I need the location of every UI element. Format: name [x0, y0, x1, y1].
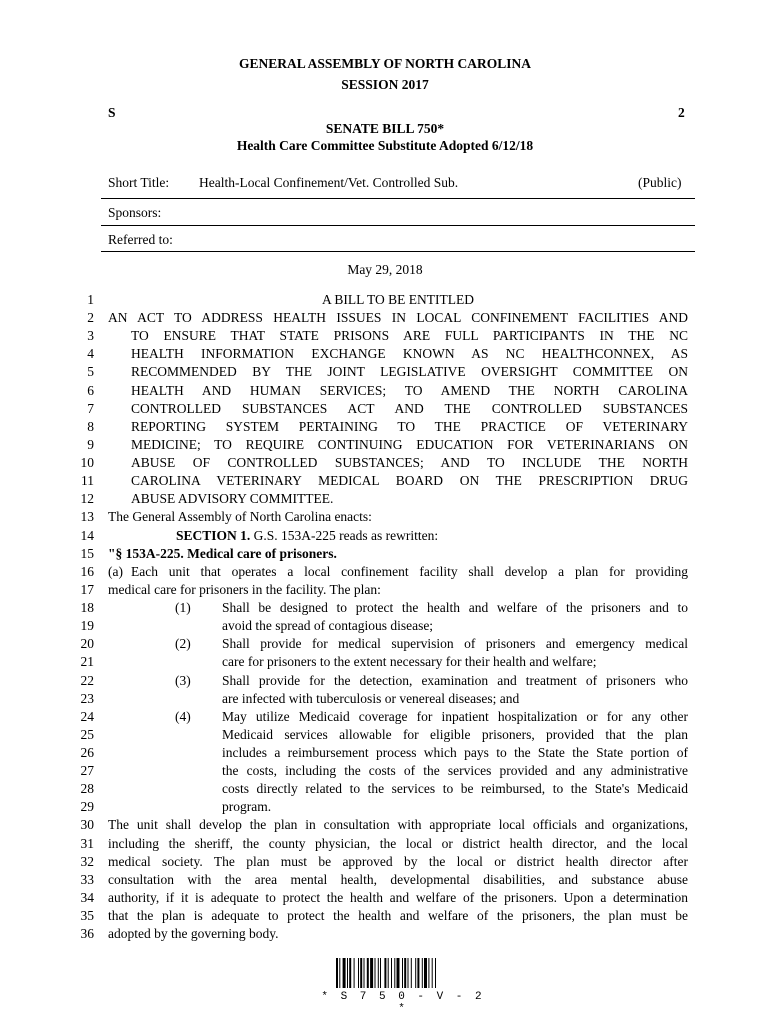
line-text: HEALTH INFORMATION EXCHANGE KNOWN AS NC HEALTHCONNEX, AS	[131, 346, 688, 362]
referred-label: Referred to:	[108, 232, 173, 247]
line-number: 10	[80, 455, 94, 471]
bill-line	[108, 817, 688, 833]
line-number: 17	[80, 581, 94, 597]
line-number: 34	[80, 889, 94, 905]
line-number: 29	[80, 799, 94, 815]
line-text: consultation with the area mental health, developmental disabilities, and substance abuse	[108, 871, 688, 887]
bill-line	[176, 528, 688, 544]
line-text: includes a reimbursement process which pays to the State the State portion of	[222, 745, 688, 760]
bill-line	[175, 708, 688, 725]
line-text: REPORTING SYSTEM PERTAINING TO THE PRACTICE OF VETERINARY	[131, 418, 688, 434]
subsection-label: (a)	[108, 563, 123, 579]
line-number: 4	[87, 346, 94, 362]
bill-line	[108, 890, 688, 906]
bill-line	[222, 781, 688, 797]
bill-line	[108, 926, 688, 942]
assembly-title: GENERAL ASSEMBLY OF NORTH CAROLINA	[238, 56, 532, 71]
line-number: 15	[80, 545, 94, 561]
bill-line	[108, 546, 688, 562]
line-text: A BILL TO BE ENTITLED	[322, 292, 474, 307]
line-text: medical care for prisoners in the facility. The plan:	[108, 581, 381, 597]
public-label: (Public)	[638, 175, 682, 190]
bill-line	[131, 401, 688, 417]
line-number: 33	[80, 871, 94, 887]
bill-line	[131, 473, 688, 489]
line-text: care for prisoners to the extent necessary for their health and welfare;	[222, 654, 597, 670]
bill-line	[131, 346, 688, 362]
line-number: 21	[80, 654, 94, 670]
divider	[101, 251, 695, 252]
line-text: RECOMMENDED BY THE JOINT LEGISLATIVE OVERSIGHT COMMITTEE ON	[131, 364, 688, 380]
bill-line	[131, 491, 688, 507]
bill-line	[175, 600, 688, 616]
bill-line	[131, 383, 688, 399]
line-number: 8	[87, 418, 94, 434]
line-text: Shall be designed to protect the health and welfare of the prisoners and to	[222, 600, 688, 616]
line-number: 24	[80, 708, 94, 724]
bill-line	[108, 854, 688, 870]
bill-line	[222, 799, 688, 815]
bill-line	[108, 908, 688, 924]
bill-line	[222, 727, 688, 743]
line-text: costs directly related to the services to be reimbursed, to the State's Medicaid	[222, 781, 688, 797]
line-text: medical society. The plan must be approved by the local or district health director after	[108, 853, 688, 869]
session-title: SESSION 2017	[341, 77, 429, 92]
line-text: "§ 153A-225. Medical care of prisoners.	[108, 545, 337, 561]
line-number: 13	[80, 509, 94, 525]
line-number: 23	[80, 690, 94, 706]
line-number: 14	[80, 527, 94, 543]
line-number: 22	[80, 672, 94, 688]
line-text: The unit shall develop the plan in consultation with appropriate local officials and organizations,	[108, 817, 688, 833]
line-text: Shall provide for medical supervision of prisoners and emergency medical	[222, 636, 688, 652]
line-text: ABUSE OF CONTROLLED SUBSTANCES; AND TO INCLUDE THE NORTH	[131, 455, 688, 471]
bill-line	[108, 872, 688, 888]
line-number: 19	[80, 618, 94, 634]
bill-line	[108, 563, 688, 580]
barcode-text: * S 7 5 0 - V - 2 *	[321, 991, 485, 1015]
bill-line	[131, 328, 688, 344]
line-number: 35	[80, 908, 94, 924]
bill-line	[222, 763, 688, 779]
bill-line	[108, 509, 688, 525]
line-number: 2	[87, 310, 94, 326]
bill-line	[175, 672, 688, 689]
line-text: TO ENSURE THAT STATE PRISONS ARE FULL PARTICIPANTS IN THE NC	[131, 328, 688, 344]
bill-line	[131, 437, 688, 453]
short-title: Health-Local Confinement/Vet. Controlled Sub.	[199, 175, 459, 190]
line-number: 31	[80, 835, 94, 851]
bill-line	[108, 582, 688, 598]
line-text: including the sheriff, the county physician, the local or district health director, and the local	[108, 835, 688, 851]
section-heading: SECTION 1.	[176, 527, 251, 543]
line-number: 18	[80, 600, 94, 616]
line-number: 9	[87, 436, 94, 452]
line-number: 1	[87, 292, 94, 307]
line-number: 36	[80, 926, 94, 942]
substitute-line: Health Care Committee Substitute Adopted 6/12/18	[236, 138, 534, 153]
line-number: 26	[80, 745, 94, 760]
bill-line	[131, 364, 688, 380]
line-number: 11	[81, 473, 94, 489]
line-number: 32	[80, 853, 94, 869]
bill-date: May 29, 2018	[347, 262, 423, 277]
line-text: G.S. 153A-225 reads as rewritten:	[253, 527, 439, 543]
line-text: are infected with tuberculosis or venereal diseases; and	[222, 690, 520, 706]
line-number: 5	[87, 364, 94, 380]
line-text: adopted by the governing body.	[108, 926, 279, 942]
line-text: ABUSE ADVISORY COMMITTEE.	[131, 491, 334, 507]
line-text: The General Assembly of North Carolina enacts:	[108, 509, 372, 525]
line-text: MEDICINE; TO REQUIRE CONTINUING EDUCATION FOR VETERINARIANS ON	[131, 436, 688, 452]
line-number: 20	[80, 636, 94, 652]
line-text: CONTROLLED SUBSTANCES ACT AND THE CONTROLLED SUBSTANCES	[131, 400, 688, 416]
bill-line	[108, 310, 688, 326]
line-text: CAROLINA VETERINARY MEDICAL BOARD ON THE PRESCRIPTION DRUG	[131, 473, 688, 489]
line-number: 16	[80, 563, 94, 579]
bill-line	[222, 618, 688, 634]
divider	[101, 198, 695, 199]
line-text: AN ACT TO ADDRESS HEALTH ISSUES IN LOCAL CONFINEMENT FACILITIES AND	[108, 310, 688, 326]
chamber-letter: S	[108, 105, 116, 120]
subsection-label: (2)	[175, 636, 191, 652]
short-title-label: Short Title:	[108, 175, 170, 190]
line-number: 28	[80, 781, 94, 797]
line-text: that the plan is adequate to protect the health and welfare of the prisoners, the plan must be	[108, 908, 688, 924]
bill-line	[108, 292, 688, 308]
line-number: 6	[87, 382, 94, 398]
line-number: 3	[87, 328, 94, 344]
line-text: May utilize Medicaid coverage for inpatient hospitalization or for any other	[222, 708, 688, 724]
line-number: 27	[80, 763, 94, 779]
bill-line	[131, 419, 688, 435]
line-text: Each unit that operates a local confinement facility shall develop a plan for providing	[131, 563, 688, 579]
line-text: avoid the spread of contagious disease;	[222, 618, 434, 634]
bill-line	[222, 745, 688, 761]
subsection-label: (3)	[175, 672, 191, 688]
line-text: Shall provide for the detection, examination and treatment of prisoners who	[222, 672, 688, 688]
sponsors-label: Sponsors:	[108, 205, 162, 220]
subsection-label: (1)	[175, 600, 191, 616]
subsection-label: (4)	[175, 708, 191, 724]
line-text: authority, if it is adequate to protect the health and welfare of the prisoners. Upon a determination	[108, 889, 688, 905]
line-number: 25	[80, 726, 94, 742]
divider	[101, 225, 695, 226]
bill-line	[108, 836, 688, 852]
bill-line	[131, 455, 688, 471]
edition-number: 2	[678, 105, 685, 120]
bill-line	[222, 691, 688, 707]
line-text: Medicaid services allowable for eligible prisoners, provided that the plan	[222, 726, 688, 742]
line-text: program.	[222, 799, 272, 815]
bill-number: SENATE BILL 750*	[325, 121, 445, 136]
barcode	[336, 958, 470, 988]
line-number: 12	[80, 491, 94, 507]
line-number: 7	[87, 400, 94, 416]
line-number: 30	[80, 817, 94, 833]
line-text: the costs, including the costs of the services provided and any administrative	[222, 763, 688, 779]
line-text: HEALTH AND HUMAN SERVICES; TO AMEND THE NORTH CAROLINA	[131, 382, 688, 398]
bill-line	[222, 654, 688, 670]
bill-line	[175, 636, 688, 652]
